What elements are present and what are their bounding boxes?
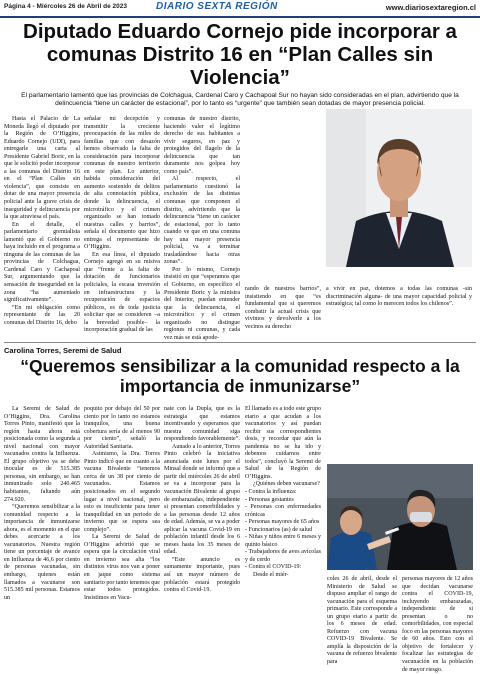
article1-paragraph: En el detalle, el parlamentario gremialista lamentó que el Gobierno no haya incluido en el programa a ninguna de las comunas de las provincias de Colchagua, Cardenal Caro y Cachapoal Sur, argumentando que la sensación de inseguridad en la zona “ha aumentado significativamente”.	[4, 221, 80, 304]
article2-list-item: - Contra la influenza:	[245, 489, 297, 496]
article1-deck: El parlamentario lamentó que las provincias de Colchagua, Cardenal Caro y Cachapoal Sur no hayan sido consideradas en el plan, advirtiendo que la delincuencia “tiene un carácter de estacional”, por lo tanto es “urgente” que también sean dotadas de mayor presencia policial.	[21, 92, 459, 107]
article2-column-5	[327, 576, 397, 667]
article2-column-4	[245, 406, 321, 580]
article1-column-3	[164, 116, 240, 342]
article1-paragraph: En esa línea, el diputado Cornejo agregó en su misiva que “frente a la falta de dotación de funcionarios policiales, la escasa inversión en infraestructura y la recuperación de espacios públicos, es de toda justicia solicitar que se consideren –a la brevedad posible– la incorporación gradual de las	[84, 251, 160, 334]
article2-column-6	[402, 576, 473, 674]
article2-paragraph: La Seremi de Salud de O’Higgins advirtió que se espera que la circulación viral en invierno sea alta “los distintos virus nos van a poner en jaque como sistema sanitario por tanto tenemos que estar todos protegidos. Insistimos en Vacu-	[84, 534, 160, 601]
article2-paragraph: Desde el miér-	[253, 572, 289, 579]
article2-paragraph: Aunado a lo anterior, Torres Pinto celebró la iniciativa anunciada este lunes por el Minsal donde se informó que a partir del miércoles 26 de abril se va a incorporar para la vacunación Bivalente al grupo de embarazadas, independiente si presentan comorbilidades y a las personas desde 12 años de edad. Además, se va a poder aplicar la vacuna Covid-19 en población infantil desde los 6 meses hasta los 35 meses de edad.	[164, 443, 240, 556]
article2-paragraph: La Seremi de Salud de O’Higgins, Dra. Carolina Torres Pinto, manifestó que la región hasta ahora está posicionada como la segunda a nivel nacional con mayor vacunados contra la Influenza. El grupo objetivo ya se debe inocular es de 515.385 personas, sin embargo, se han inmunizado solo 240.465 habitantes, faltando aún 274.920.	[4, 406, 80, 503]
article1-paragraph: Al respecto, el parlamentario cuestionó la exclusión de las distintas comunas que componen el distrito, advirtiendo que la delincuencia “tiene un carácter de estacional, por lo tanto cuando ve que en una comuna hay una mayor presencia policial, va a terminar trasladándose hacia otras zonas”.	[164, 176, 240, 266]
article2-list-item: - Trabajadores de aves avícolas y de cerdo	[245, 549, 321, 563]
article2-list-item: - Personas con enfermedades crónicas	[245, 504, 321, 518]
article1-headline: Diputado Eduardo Cornejo pide incorporar a comunas Distrito 16 en “Plan Calles sin Violencia”	[23, 20, 457, 89]
newspaper-name: DIARIO SEXTA REGIÓN	[156, 1, 278, 12]
article2-list-item: - Niñas y niños entre 6 meses y quinto básico	[245, 534, 321, 548]
article2-paragraph: “Queremos sensibilizar a la comunidad respecto a la importancia de inmunizarse ahora, es el momento en el que debes acercarte a los vacunatorios. Nuestra región tiene un porcentaje de avance en Influenza de 46,6 por ciento de personas vacunadas, sin embargo, quienes están llamados a vacunarse son 515.385 mil personas. Estamos un	[4, 504, 80, 601]
page-header	[0, 0, 480, 18]
vaccination-illustration	[327, 464, 473, 570]
article1-paragraph: señalar mi decepción y transmitir la creciente preocupación de las miles de familias que con desazón hemos observado la falta de consideración para incorporar comunas de nuestro territorio en este plan. Lo anterior, habida consideración del aumento sostenido de delitos de alta connotación pública, donde la delincuencia, el microtráfico y el crimen organizado se han tomado nuestras calles y barrios”, señala el documento que hizo entrega el representante de O’Higgins.	[84, 116, 160, 251]
article1-paragraph: rando de nuestros barrios”, insistiendo en que “es fundamental que si queremos combatir la actual crisis que vivimos y devolverle a los vecinos su derecho	[245, 286, 321, 330]
page-date: Página 4 - Miércoles 26 de Abril de 2023	[4, 3, 127, 10]
article2-column-2	[84, 406, 160, 602]
article2-headline: “Queremos sensibilizar a la comunidad respecto a la importancia de inmunizarse”	[20, 356, 460, 396]
article1-paragraph: Por lo mismo, Cornejo insistió en que “esperamos que el Gobierno, en específico el Presidente Boric y la ministra del Interior, puedan entender que la delincuencia, el microtráfico y el crimen organizado no distingue regiones ni comunas, y cada vez más se está apode-	[164, 266, 240, 341]
article1-column-1	[4, 116, 80, 327]
article2-column-3	[164, 406, 240, 595]
deputy-portrait-photo	[326, 109, 472, 267]
article2-list-item: - Funcionarios (as) de salud	[245, 526, 313, 533]
article2-paragraph: nate con la Dupla, que es la estrategia que estamos incentivando y esperamos que nuestra comunidad siga respondiendo favorablemente”.	[164, 406, 240, 443]
article1-paragraph: “En mi obligación como representante de las 20 comunas del Distrito 16, debo	[4, 304, 80, 326]
deputy-portrait-illustration	[326, 109, 472, 267]
vaccination-photo	[327, 464, 473, 570]
article2-list-item: - Personas gestantes	[245, 496, 294, 503]
article1-column-5	[326, 286, 472, 309]
article2-paragraph: Asimismo, la Dra. Torres Pinto indicó que en cuanto a la vacuna Bivalente “tenemos cerca de un 38 por ciento de vacunados. Estamos posicionados en el segundo lugar a nivel nacional, pero esto es insuficiente para tener tranquilidad en un periodo de invierno que se espera sea complejo”.	[84, 451, 160, 533]
article2-byline: Carolina Torres, Seremi de Salud	[4, 346, 122, 355]
section-divider	[4, 342, 476, 343]
website-link[interactable]: www.diariosextaregion.cl	[385, 3, 476, 12]
article2-list-item: - Contra el COVID-19:	[245, 564, 302, 571]
article1-column-2	[84, 116, 160, 335]
article2-paragraph: personas mayores de 12 años que decidan vacunarse contra el COVID-19, incluyendo embarazadas, independiente de si presentan o no comorbilidades, con especial foco en las personas mayores de 60 años. Esto con el objetivo de fortalecer y focalizar las estrategias de vacunación en la población de mayor riesgo.	[402, 576, 473, 673]
article1-column-4	[245, 286, 321, 331]
article2-column-1	[4, 406, 80, 602]
article2-paragraph: poquito por debajo del 50 por ciento por lo tanto no estamos tranquilos, una buena cobertura sería de al menos 90 por ciento”, señaló la Autoridad Sanitaria.	[84, 406, 160, 450]
article2-paragraph: coles 26 de abril, desde el Ministerio de Salud se dispuso ampliar el rango de vacunación para el esquema primario. Este corresponde a un grupo etario a partir de los 6 meses de edad. Refuerzo con vacuna COVID-19 Bivalente. Se amplía la disposición de la vacuna de refuerzo bivalente para	[327, 576, 397, 666]
article1-paragraph: a vivir en paz, dotemos a todas las comunas -sin discriminación alguna- de una mayor capacidad policial y estratégica; tal como lo merecen todos los chilenos”.	[326, 286, 472, 308]
article2-paragraph: “Este anuncio es sumamente importante, pues así un mayor número de población estará protegido contra el Covid-19.	[164, 556, 240, 594]
article1-paragraph: comunas de nuestro distrito, haciendo valer el legítimo derecho de sus habitantes a vivir seguros, en paz y protegidos del flagelo de la delincuencia que tan duramente nos golpea hoy como país”.	[164, 116, 240, 175]
article2-paragraph: ¿Quiénes deben vacunarse?	[253, 481, 320, 488]
article2-list-item: - Personas mayores de 65 años	[245, 519, 320, 526]
article2-paragraph: El llamado es a todo este grupo etario a que acudan a los vacunatorios y así puedan recibir sus correspondientes dosis, y recordar que aún la pandemia no se ha ido y debemos cuidarnos entre todos”, concluyó la Seremi de Salud de la Región de O’Higgins.	[245, 406, 321, 480]
article1-paragraph: Hasta el Palacio de La Moneda llegó el diputado por la Región de O’Higgins, Eduardo Cornejo (UDI), para entregarle una carta al Presidente Gabriel Boric, en la que le solicitó poder incorporar a las comunas del Distrito 16 en el “Plan Calles sin violencia”, que consiste en dotar de una mayor presencia policial ante la grave crisis de inseguridad y delincuencia por la que atraviesa el país.	[4, 116, 80, 221]
